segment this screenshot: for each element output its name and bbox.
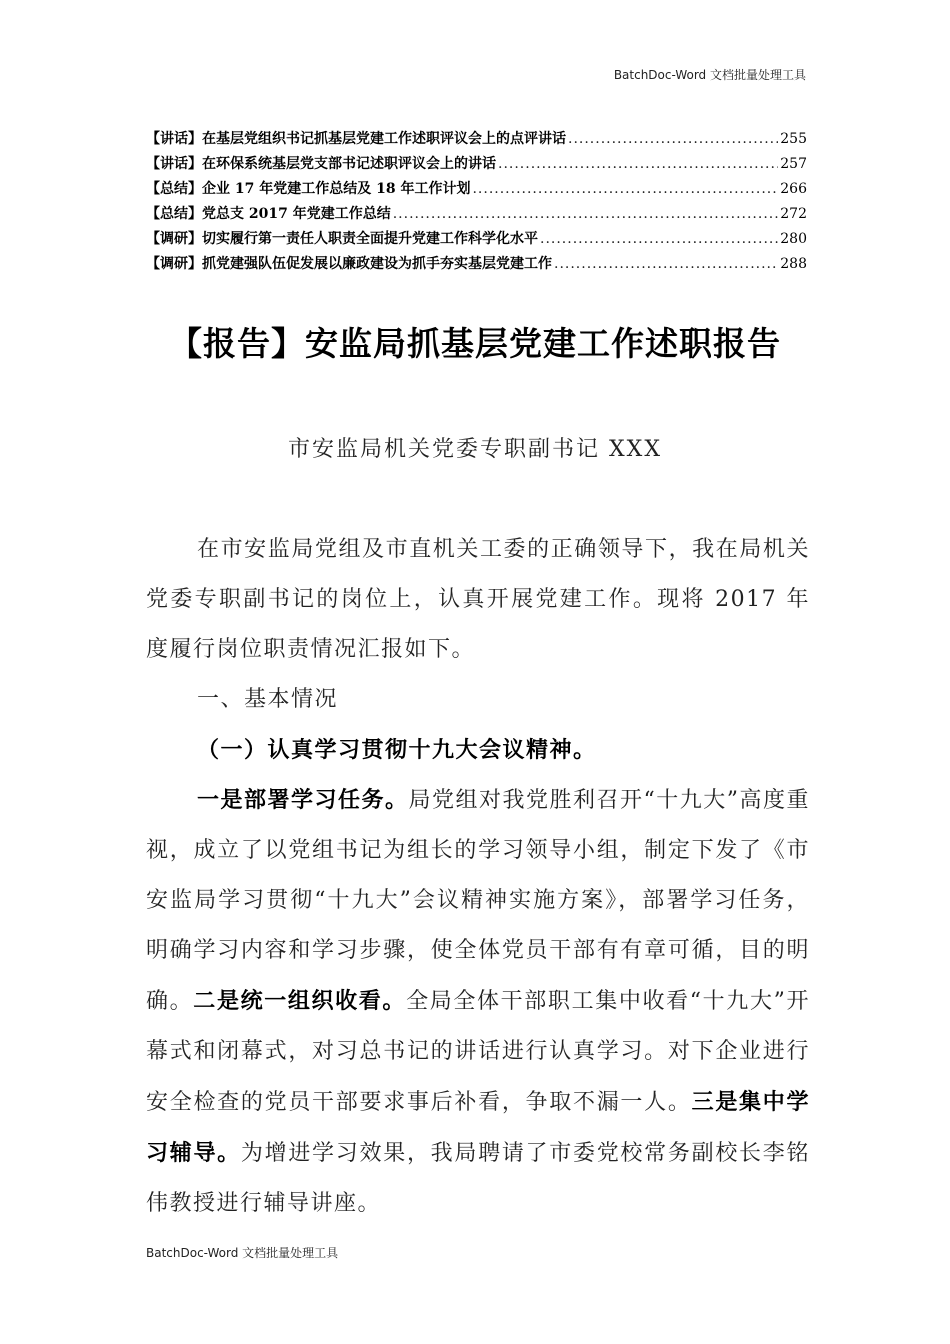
toc-leader-dots [472,177,778,202]
table-of-contents [146,127,807,277]
toc-entry[interactable] [146,252,807,277]
toc-entry-title: 【总结】企业 17 年党建工作总结及 18 年工作计划 [146,181,471,197]
point-two-text: 全局全体干部职工集中收看“十九大”开幕式和闭幕式，对习总书记的讲话进行认真学习。对下企业进行安全检查的党员干部要求事后补看，争取不漏一人。 [146,989,810,1115]
body-paragraph [146,775,810,1229]
subsection-heading: （一）认真学习贯彻十九大会议精神。 [197,737,597,763]
toc-entry[interactable] [146,202,807,227]
point-two-lead: 二是统一组织收看。 [193,988,407,1014]
toc-leader-dots [540,227,778,252]
toc-entry-page: 255 [780,131,807,147]
toc-entry-page: 257 [780,156,807,172]
toc-leader-dots [393,202,779,227]
point-three-lead: 三是集中学习辅导。 [146,1089,810,1166]
page-footer: BatchDoc-Word 文档批量处理工具 [146,1246,339,1260]
toc-entry-title: 【调研】抓党建强队伍促发展以廉政建设为抓手夯实基层党建工作 [146,256,552,272]
toc-entry[interactable] [146,177,807,202]
toc-entry-page: 272 [780,206,807,222]
toc-entry-title: 【总结】党总支 2017 年党建工作总结 [146,206,391,222]
toc-entry[interactable] [146,127,807,152]
point-one-lead: 一是部署学习任务。 [197,787,409,813]
toc-leader-dots [554,252,778,277]
toc-entry-page: 266 [780,181,807,197]
toc-entry-title: 【调研】切实履行第一责任人职责全面提升党建工作科学化水平 [146,231,538,247]
section-heading: 一、基本情况 [197,687,339,712]
document-body [146,525,810,1229]
toc-leader-dots [498,152,778,177]
toc-entry[interactable] [146,152,807,177]
toc-entry[interactable] [146,227,807,252]
document-title: 【报告】安监局抓基层党建工作述职报告 [169,324,781,363]
toc-entry-title: 【讲话】在基层党组织书记抓基层党建工作述职评议会上的点评讲话 [146,131,566,147]
toc-entry-page: 280 [780,231,807,247]
toc-entry-page: 288 [780,256,807,272]
intro-paragraph: 在市安监局党组及市直机关工委的正确领导下，我在局机关党委专职副书记的岗位上，认真开展党建工作。现将 2017 年度履行岗位职责情况汇报如下。 [146,537,810,662]
toc-entry-title: 【讲话】在环保系统基层党支部书记述职评议会上的讲话 [146,156,496,172]
page-header: BatchDoc-Word 文档批量处理工具 [613,68,806,82]
point-one-text: 局党组对我党胜利召开“十九大”高度重视，成立了以党组书记为组长的学习领导小组，制定下发了《市安监局学习贯彻“十九大”会议精神实施方案》，部署学习任务，明确学习内容和学习步骤，使全体党员干部有有章可循，目的明确。 [146,788,811,1014]
toc-leader-dots [568,127,778,152]
point-three-text: 为增进学习效果，我局聘请了市委党校常务副校长李铭伟教授进行辅导讲座。 [146,1141,810,1216]
author-line: 市安监局机关党委专职副书记 XXX [288,437,662,462]
